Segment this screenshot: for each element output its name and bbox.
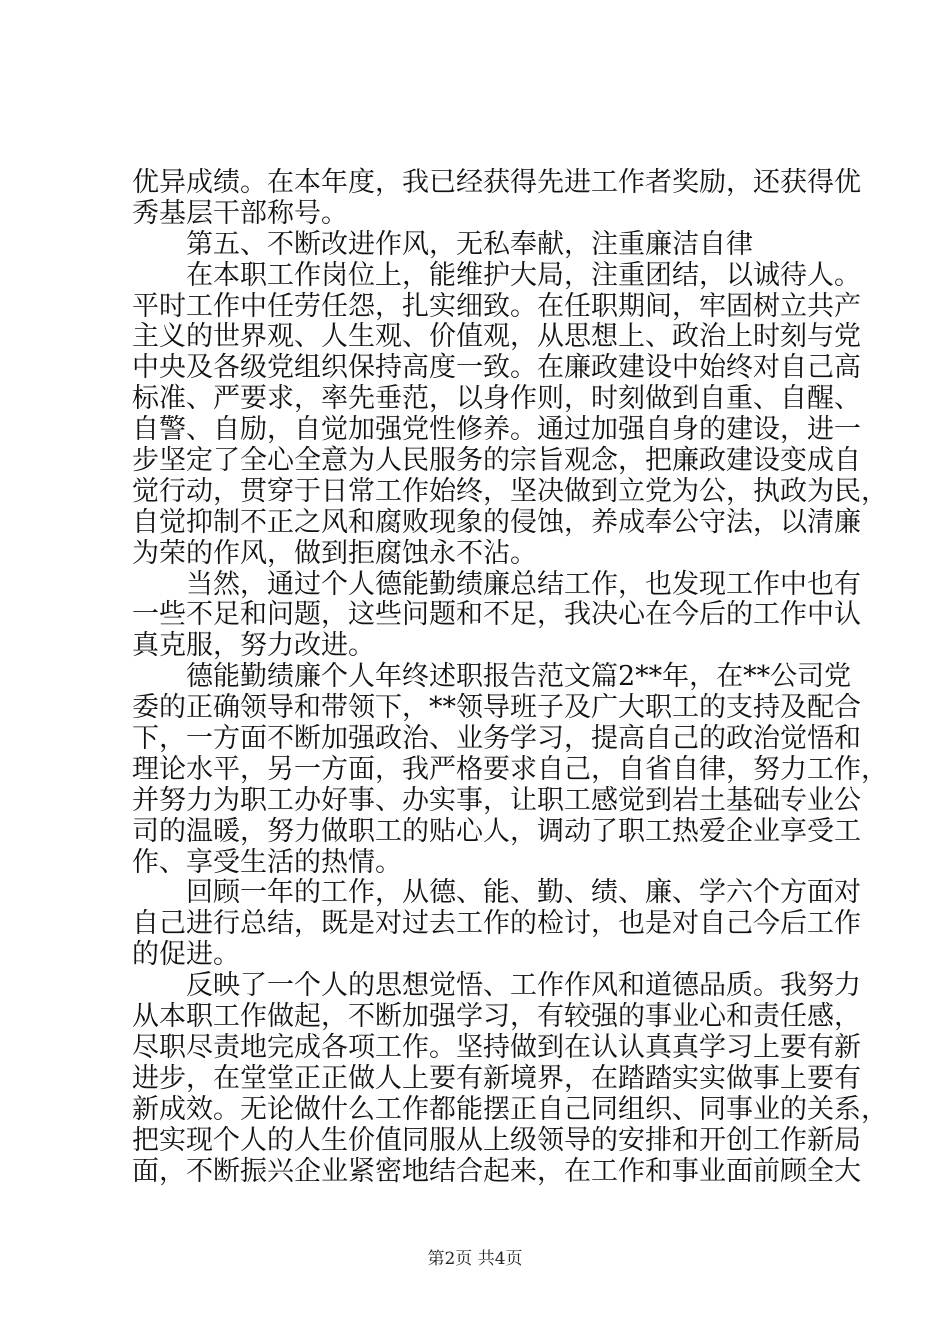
text-line: 自己进行总结，既是对过去工作的检讨，也是对自己今后工作 [132,908,861,940]
text-line: 的促进。 [132,939,240,971]
text-line: 当然，通过个人德能勤绩廉总结工作，也发现工作中也有 [132,568,861,600]
text-line: 并努力为职工办好事、办实事，让职工感觉到岩土基础专业公 [132,784,861,816]
text-line: 自觉抑制不正之风和腐败现象的侵蚀，养成奉公守法，以清廉 [132,506,861,538]
text-line: 觉行动，贯穿于日常工作始终，坚决做到立党为公，执政为民， [132,475,888,507]
text-line: 反映了一个人的思想觉悟、工作作风和道德品质。我努力 [132,970,861,1002]
text-line: 尽职尽责地完成各项工作。坚持做到在认认真真学习上要有新 [132,1031,861,1063]
text-line: 主义的世界观、人生观、价值观，从思想上、政治上时刻与党 [132,321,861,353]
text-line: 从本职工作做起，不断加强学习，有较强的事业心和责任感， [132,1001,861,1033]
text-line: 秀基层干部称号。 [132,197,348,229]
text-line: 回顾一年的工作，从德、能、勤、绩、廉、学六个方面对 [132,877,861,909]
text-line: 第五、不断改进作风，无私奉献，注重廉洁自律 [132,228,753,260]
text-line: 德能勤绩廉个人年终述职报告范文篇2**年，在**公司党 [132,661,852,693]
text-line: 新成效。无论做什么工作都能摆正自己同组织、同事业的关系， [132,1093,888,1125]
text-line: 把实现个人的人生价值同服从上级领导的安排和开创工作新局 [132,1124,861,1156]
text-line: 司的温暖，努力做职工的贴心人，调动了职工热爱企业享受工 [132,815,861,847]
text-line: 下，一方面不断加强政治、业务学习，提高自己的政治觉悟和 [132,723,861,755]
text-line: 作、享受生活的热情。 [132,846,402,878]
text-line: 平时工作中任劳任怨，扎实细致。在任职期间，牢固树立共产 [132,290,861,322]
text-line: 理论水平，另一方面，我严格要求自己，自省自律，努力工作， [132,753,888,785]
text-line: 中央及各级党组织保持高度一致。在廉政建设中始终对自己高 [132,352,861,384]
text-line: 面，不断振兴企业紧密地结合起来，在工作和事业面前顾全大 [132,1155,861,1187]
text-line: 自警、自励，自觉加强党性修养。通过加强自身的建设，进一 [132,414,861,446]
text-line: 标准、严要求，率先垂范，以身作则，时刻做到自重、自醒、 [132,383,861,415]
text-line: 委的正确领导和带领下，**领导班子及广大职工的支持及配合 [132,692,861,724]
text-line: 优异成绩。在本年度，我已经获得先进工作者奖励，还获得优 [132,167,861,198]
document-body [132,167,888,1187]
text-line: 真克服，努力改进。 [132,630,375,662]
page-footer: 第2页 共4页 [427,1249,523,1269]
text-line: 在本职工作岗位上，能维护大局，注重团结，以诚待人。 [132,259,861,291]
text-line: 为荣的作风，做到拒腐蚀永不沾。 [132,537,537,569]
text-line: 进步，在堂堂正正做人上要有新境界，在踏踏实实做事上要有 [132,1062,861,1094]
text-line: 一些不足和问题，这些问题和不足，我决心在今后的工作中认 [132,599,861,631]
text-line: 步坚定了全心全意为人民服务的宗旨观念，把廉政建设变成自 [132,445,861,477]
